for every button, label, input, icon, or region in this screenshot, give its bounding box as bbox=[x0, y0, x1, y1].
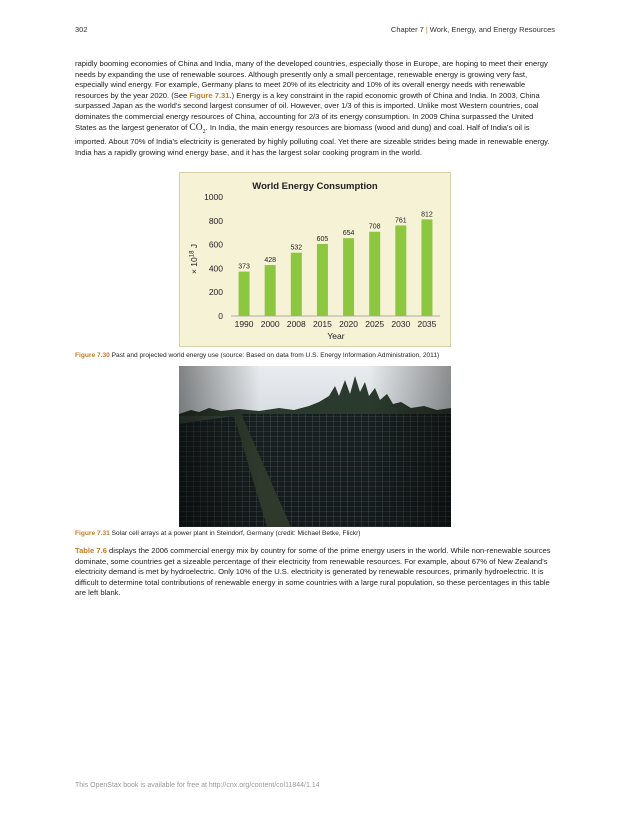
y-tick-labels bbox=[204, 192, 223, 321]
bar-value-label: 654 bbox=[342, 230, 355, 238]
table-7-6-link[interactable]: Table 7.6 bbox=[75, 546, 107, 555]
solar-photo-illustration bbox=[179, 366, 451, 527]
x-tick-label: 2000 bbox=[260, 319, 280, 329]
world-energy-chart bbox=[179, 172, 451, 347]
figure-7-31-text: Solar cell arrays at a power plant in Steindorf, Germany (credit: Michael Betke, Flickr) bbox=[109, 530, 361, 537]
y-axis-label bbox=[189, 244, 199, 274]
x-tick-label: 2020 bbox=[339, 319, 359, 329]
page-header bbox=[75, 25, 555, 39]
co2-subscript: 2 bbox=[202, 128, 206, 135]
figure-7-31-link[interactable]: Figure 7.31 bbox=[189, 90, 230, 100]
photo-vignette bbox=[179, 366, 451, 527]
header-separator: | bbox=[425, 25, 428, 34]
y-tick-label: 600 bbox=[208, 239, 223, 250]
running-head bbox=[391, 25, 555, 34]
bars bbox=[239, 219, 433, 316]
bar bbox=[317, 244, 328, 316]
page-footer: This OpenStax book is available for free at http://cnx.org/content/col11844/1.14 bbox=[75, 782, 320, 789]
y-tick-label: 400 bbox=[208, 263, 223, 274]
y-tick-label: 800 bbox=[208, 215, 223, 226]
x-tick-labels bbox=[235, 319, 437, 329]
x-tick-label: 2030 bbox=[391, 319, 411, 329]
body-paragraph-2 bbox=[75, 546, 557, 599]
solar-array-photo bbox=[179, 366, 451, 527]
y-label-prefix: × 10 bbox=[189, 257, 199, 275]
bar bbox=[343, 238, 354, 316]
chapter-number: Chapter 7 bbox=[390, 25, 424, 34]
y-tick-label: 200 bbox=[208, 287, 223, 298]
y-tick-label: 1000 bbox=[204, 192, 223, 202]
figure-7-31-label: Figure 7.31 bbox=[75, 530, 110, 537]
x-tick-label: 1990 bbox=[234, 319, 254, 329]
para1-text-c: . In India, the main energy resources are biomass (wood and dung) and coal. Half of India's oil is imported. About 70% of India's electricity is generated by highly polluting coal. Yet there are sizeable strides being made in renewable energy. India has a rapidly growing wind energy base, and it has the largest solar cooking program in the world. bbox=[75, 122, 550, 157]
figure-7-30-text: Past and projected world energy use (source: Based on data from U.S. Energy Information Administration, 2011) bbox=[109, 352, 440, 359]
chart-title: World Energy Consumption bbox=[252, 181, 378, 192]
co2-main: CO bbox=[189, 122, 203, 133]
bar-value-label: 428 bbox=[264, 257, 277, 265]
para1-text-b: .) Energy is a key constraint in the rapid economic growth of China and India. In 2003, China surpassed Japan as the world's second largest consumer of oil. However, over 1/3 of this is imported. Unlike most Western countries, coal dominates the commercial energy resources of China, accounting for 2/3 of its energy consumption. In 2009 China surpassed the United States as the largest generator of bbox=[75, 90, 540, 132]
y-tick-label: 0 bbox=[218, 311, 223, 321]
body-paragraph-1 bbox=[75, 59, 557, 158]
bar bbox=[239, 272, 250, 316]
chart-svg bbox=[180, 173, 450, 346]
figure-7-30-caption bbox=[75, 351, 557, 360]
co2-formula bbox=[189, 123, 205, 133]
bar bbox=[395, 225, 406, 316]
bar bbox=[421, 219, 432, 316]
x-tick-label: 2025 bbox=[365, 319, 385, 329]
bar bbox=[369, 232, 380, 316]
page-number: 302 bbox=[75, 25, 88, 34]
bar-value-label: 373 bbox=[238, 263, 250, 271]
figure-7-31-caption bbox=[75, 529, 557, 538]
y-label-exponent: 18 bbox=[189, 250, 196, 258]
bar-value-label: 812 bbox=[421, 211, 433, 219]
para1-text-a: rapidly booming economies of China and India, many of the developed countries, especially those in Europe, are hoping to meet their energy needs by expanding the use of renewable sources. Although presently only a small percentage, renewable energy is growing very fast, especially wind energy. For example, Germany plans to meet 20% of its electricity and 10% of its overall energy needs with renewable resources by the year 2020. (See bbox=[75, 59, 548, 100]
x-tick-label: 2008 bbox=[286, 319, 306, 329]
bar-value-label: 532 bbox=[290, 244, 303, 252]
para2-text: displays the 2006 commercial energy mix by country for some of the prime energy users in the world. While non-renewable sources dominate, some countries get a sizeable percentage of their electricity from renewable resources. For example, about 67% of New Zealand's electricity demand is met by hydroelectric. Only 10% of the U.S. electricity is generated by renewable resources, primarily hydroelectric. It is difficult to determine total contributions of renewable energy in some countries with a large rural population, so these percentages in this table are left blank. bbox=[75, 546, 551, 598]
bar-value-label: 605 bbox=[316, 236, 329, 244]
bar bbox=[291, 253, 302, 316]
bar-value-label: 708 bbox=[368, 223, 381, 231]
y-label-unit: J bbox=[189, 243, 199, 251]
x-axis-label: Year bbox=[327, 331, 345, 341]
bar bbox=[265, 265, 276, 316]
chapter-title: Work, Energy, and Energy Resources bbox=[429, 25, 555, 34]
bar-value-label: 761 bbox=[394, 217, 407, 225]
x-tick-label: 2035 bbox=[417, 319, 437, 329]
x-tick-label: 2015 bbox=[312, 319, 332, 329]
figure-7-30-label: Figure 7.30 bbox=[75, 352, 110, 359]
